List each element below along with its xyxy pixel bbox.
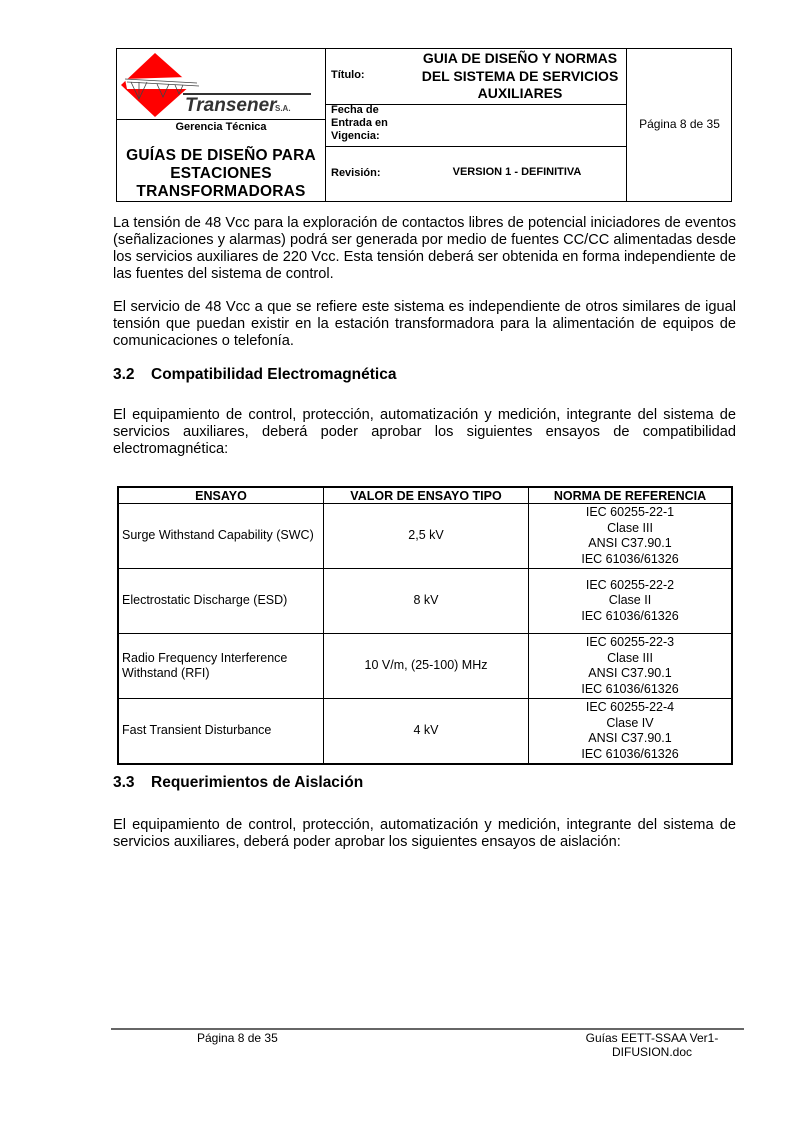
- reference-norms: [529, 504, 733, 569]
- column-header: VALOR DE ENSAYO TIPO: [324, 487, 529, 504]
- reference-norms: [529, 634, 733, 699]
- paragraph: La tensión de 48 Vcc para la exploración de contactos libres de potencial iniciadores de eventos (señalizaciones y alarmas) podrá ser generada por medio de fuentes CC/CC alimentadas desde los servicios auxiliares de 220 Vcc. Esta tensión deberá ser obtenida en forma independiente de las fuentes del sistema de control.: [113, 215, 736, 282]
- test-name: Fast Transient Disturbance: [118, 699, 324, 765]
- section-heading-3-3: [113, 774, 363, 792]
- norm: IEC 60255-22-4: [585, 700, 675, 714]
- reference-norms: [529, 699, 733, 765]
- column-header: ENSAYO: [118, 487, 324, 504]
- label-line: Vigencia:: [331, 130, 380, 142]
- column-header: NORMA DE REFERENCIA: [529, 487, 733, 504]
- title-line: DEL SISTEMA DE SERVICIOS: [421, 67, 619, 84]
- norm: Clase II: [608, 593, 652, 608]
- norm: IEC 61036/61326: [581, 551, 679, 566]
- footer-divider: [111, 1028, 744, 1030]
- doc-series-line: TRANSFORMADORAS: [136, 183, 306, 200]
- divider: [325, 146, 626, 147]
- revision-label: Revisión:: [331, 167, 381, 179]
- document-header-table: [116, 48, 732, 202]
- norm: IEC 60255-22-3: [585, 635, 675, 649]
- section-title: Compatibilidad Electromagnética: [151, 366, 397, 383]
- doc-series-line: ESTACIONES: [170, 165, 272, 182]
- norm: IEC 61036/61326: [581, 746, 679, 761]
- test-name: Radio Frequency Interference Withstand (RFI): [118, 634, 324, 699]
- footer-filename: [582, 1031, 722, 1059]
- norm: IEC 61036/61326: [581, 608, 679, 623]
- transener-logo-icon: [117, 49, 325, 119]
- test-value: 2,5 kV: [324, 504, 529, 569]
- table-row: [118, 699, 732, 765]
- title-line: GUIA DE DISEÑO Y NORMAS: [422, 50, 618, 66]
- filename-line: DIFUSION.doc: [611, 1045, 692, 1059]
- test-value: 8 kV: [324, 569, 529, 634]
- divider: [117, 119, 325, 120]
- doc-series-line: GUÍAS DE DISEÑO PARA: [126, 147, 316, 164]
- company-logo: [117, 49, 325, 119]
- title-label: Título:: [331, 69, 365, 81]
- title-line: AUXILIARES: [477, 85, 563, 101]
- filename-line: Guías EETT-SSAA Ver1-: [585, 1031, 719, 1045]
- section-heading-3-2: [113, 366, 396, 384]
- norm: Clase III: [607, 650, 653, 665]
- revision-value: VERSION 1 - DEFINITIVA: [452, 166, 582, 178]
- label-line: Entrada en: [331, 117, 388, 129]
- doc-series-title: [117, 147, 325, 201]
- footer-page-number: Página 8 de 35: [197, 1031, 278, 1045]
- label-line: Fecha de: [331, 104, 379, 116]
- company-name: Transener: [185, 95, 277, 116]
- table-row: [118, 634, 732, 699]
- emc-tests-table: [117, 486, 733, 765]
- effective-date-label: [331, 104, 388, 143]
- company-suffix: S.A.: [275, 104, 291, 113]
- test-value: 4 kV: [324, 699, 529, 765]
- paragraph: El equipamiento de control, protección, automatización y medición, integrante del sistema de servicios auxiliares, deberá poder aprobar los siguientes ensayos de compatibilidad electromagnética:: [113, 407, 736, 457]
- test-name: Electrostatic Discharge (ESD): [118, 569, 324, 634]
- norm: Clase III: [607, 520, 653, 535]
- norm: ANSI C37.90.1: [588, 536, 672, 550]
- test-value: 10 V/m, (25-100) MHz: [324, 634, 529, 699]
- norm: IEC 60255-22-1: [585, 505, 675, 519]
- section-title: Requerimientos de Aislación: [151, 774, 364, 791]
- table-header-row: [118, 487, 732, 504]
- divider: [325, 49, 326, 201]
- document-title: [414, 50, 626, 103]
- section-number: 3.2: [113, 366, 135, 383]
- norm: IEC 60255-22-2: [585, 577, 675, 592]
- section-number: 3.3: [113, 774, 135, 791]
- test-name: Surge Withstand Capability (SWC): [118, 504, 324, 569]
- norm: Clase IV: [606, 715, 654, 730]
- norm: ANSI C37.90.1: [588, 731, 672, 745]
- reference-norms: [529, 569, 733, 634]
- paragraph: El servicio de 48 Vcc a que se refiere este sistema es independiente de otros similares de igual tensión que puedan existir en la estación transformadora para la alimentación de equipos de comunicaciones o telefonía.: [113, 299, 736, 349]
- table-row: [118, 504, 732, 569]
- table-row: [118, 569, 732, 634]
- norm: ANSI C37.90.1: [588, 666, 672, 680]
- paragraph: El equipamiento de control, protección, automatización y medición, integrante del sistema de servicios auxiliares, deberá poder aprobar los siguientes ensayos de aislación:: [113, 817, 736, 850]
- header-page-number: Página 8 de 35: [639, 117, 720, 131]
- norm: IEC 61036/61326: [581, 681, 679, 696]
- department-label: Gerencia Técnica: [175, 121, 267, 133]
